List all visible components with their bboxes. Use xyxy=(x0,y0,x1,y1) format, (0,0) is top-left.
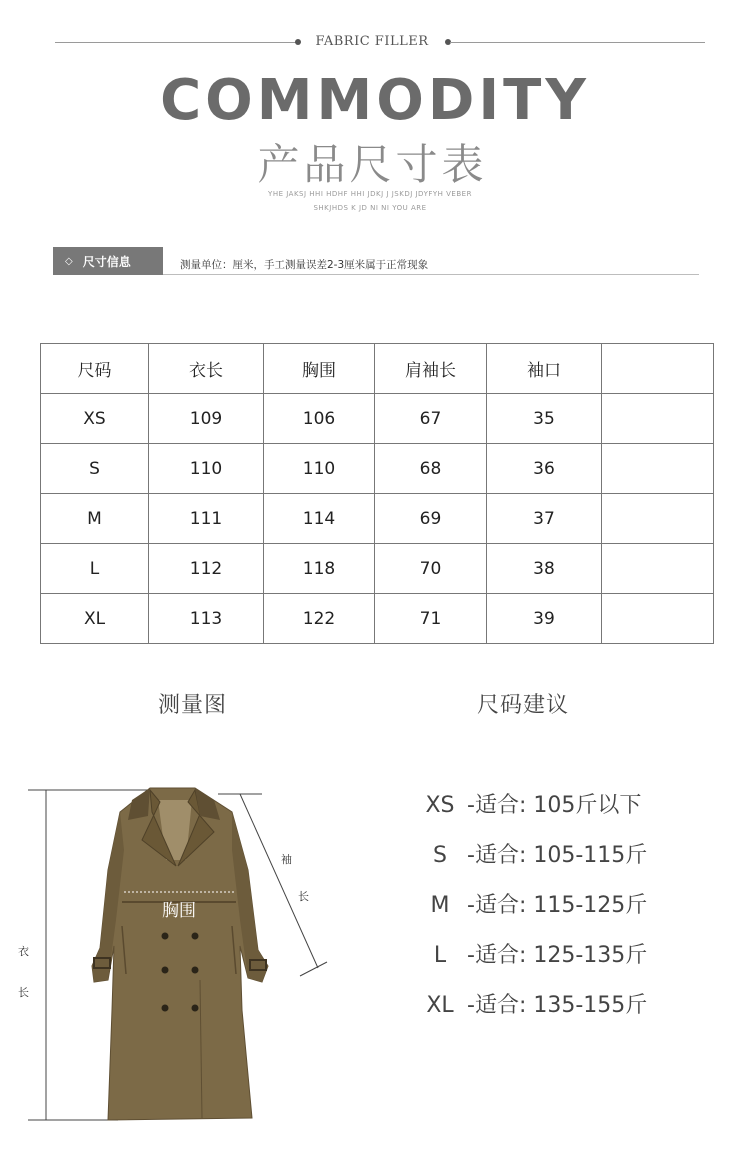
header-line-right xyxy=(450,42,705,43)
table-cell xyxy=(602,444,714,494)
table-cell xyxy=(602,494,714,544)
table-row xyxy=(41,594,714,644)
size-table xyxy=(40,343,714,644)
table-cell: XL xyxy=(41,594,149,644)
rec-range: 105-115斤 xyxy=(533,843,648,868)
title-cn: 产品尺寸表 xyxy=(257,140,488,189)
table-cell: 37 xyxy=(487,494,602,544)
table-cell: 122 xyxy=(264,594,375,644)
sleeve-label-2: 长 xyxy=(298,890,309,903)
table-cell: 36 xyxy=(487,444,602,494)
size-info-label xyxy=(53,247,163,275)
measurement-note: 测量单位：厘米，手工测量误差2-3厘米属于正常现象 xyxy=(180,259,429,271)
info-divider xyxy=(163,274,699,275)
rec-range: 135-155斤 xyxy=(533,993,648,1018)
diamond-icon: ◇ xyxy=(65,255,73,267)
size-recommendation xyxy=(420,938,647,969)
size-info-text: 尺寸信息 xyxy=(82,254,131,269)
table-row xyxy=(41,494,714,544)
rec-range: 125-135斤 xyxy=(533,943,648,968)
header-cell: 衣长 xyxy=(149,344,264,394)
rec-sep: -适合: xyxy=(467,943,527,968)
table-cell: 110 xyxy=(149,444,264,494)
table-cell: 35 xyxy=(487,394,602,444)
table-cell: 71 xyxy=(375,594,487,644)
coat-measurement-diagram xyxy=(0,770,360,1140)
chest-label: 胸围 xyxy=(162,901,196,921)
length-label-2: 长 xyxy=(18,986,29,999)
table-cell: 38 xyxy=(487,544,602,594)
table-cell: 109 xyxy=(149,394,264,444)
rec-size: S xyxy=(433,843,447,868)
table-cell: 69 xyxy=(375,494,487,544)
header-cell: 尺码 xyxy=(41,344,149,394)
sleeve-label-1: 袖 xyxy=(281,853,292,866)
table-cell xyxy=(602,544,714,594)
rec-sep: -适合: xyxy=(467,893,527,918)
sub-line-1: YHE JAKSJ HHI HDHF HHI JDKJ J JSKDJ JDYFYH VEBER xyxy=(268,190,472,198)
table-cell: 106 xyxy=(264,394,375,444)
rec-size: L xyxy=(433,943,447,968)
header-cell: 肩袖长 xyxy=(375,344,487,394)
table-cell xyxy=(602,594,714,644)
rec-sep: -适合: xyxy=(467,993,527,1018)
table-cell: 118 xyxy=(264,544,375,594)
table-cell: M xyxy=(41,494,149,544)
table-row xyxy=(41,544,714,594)
table-cell xyxy=(602,394,714,444)
rec-size: XS xyxy=(425,793,455,818)
size-recommendation xyxy=(420,888,647,919)
table-row xyxy=(41,444,714,494)
size-recommendation xyxy=(420,988,647,1019)
size-recommendation xyxy=(420,838,647,869)
table-cell: XS xyxy=(41,394,149,444)
rec-range: 115-125斤 xyxy=(533,893,648,918)
measure-diagram-title: 测量图 xyxy=(158,693,228,718)
rec-sep: -适合: xyxy=(467,843,527,868)
table-cell: 114 xyxy=(264,494,375,544)
table-cell: L xyxy=(41,544,149,594)
sub-line-2: SHKJHDS K JD NI NI YOU ARE xyxy=(313,204,427,212)
rec-range: 105斤以下 xyxy=(533,793,642,818)
table-row xyxy=(41,394,714,444)
length-label-1: 衣 xyxy=(18,945,29,958)
header-cell: 胸围 xyxy=(264,344,375,394)
table-cell: 111 xyxy=(149,494,264,544)
table-header-row xyxy=(41,344,714,394)
table-cell: 112 xyxy=(149,544,264,594)
table-cell: S xyxy=(41,444,149,494)
rec-size: M xyxy=(430,893,450,918)
table-cell: 113 xyxy=(149,594,264,644)
table-cell: 110 xyxy=(264,444,375,494)
table-cell: 68 xyxy=(375,444,487,494)
size-recommendation xyxy=(420,788,641,819)
header-cell: 袖口 xyxy=(487,344,602,394)
table-cell: 70 xyxy=(375,544,487,594)
table-cell: 39 xyxy=(487,594,602,644)
rec-sep: -适合: xyxy=(467,793,527,818)
title-en: COMMODITY xyxy=(160,68,590,133)
table-cell: 67 xyxy=(375,394,487,444)
rec-size: XL xyxy=(426,993,454,1018)
header-cell xyxy=(602,344,714,394)
header-line-left xyxy=(55,42,298,43)
size-advice-title: 尺码建议 xyxy=(477,693,570,718)
header-tag: FABRIC FILLER xyxy=(315,34,429,49)
